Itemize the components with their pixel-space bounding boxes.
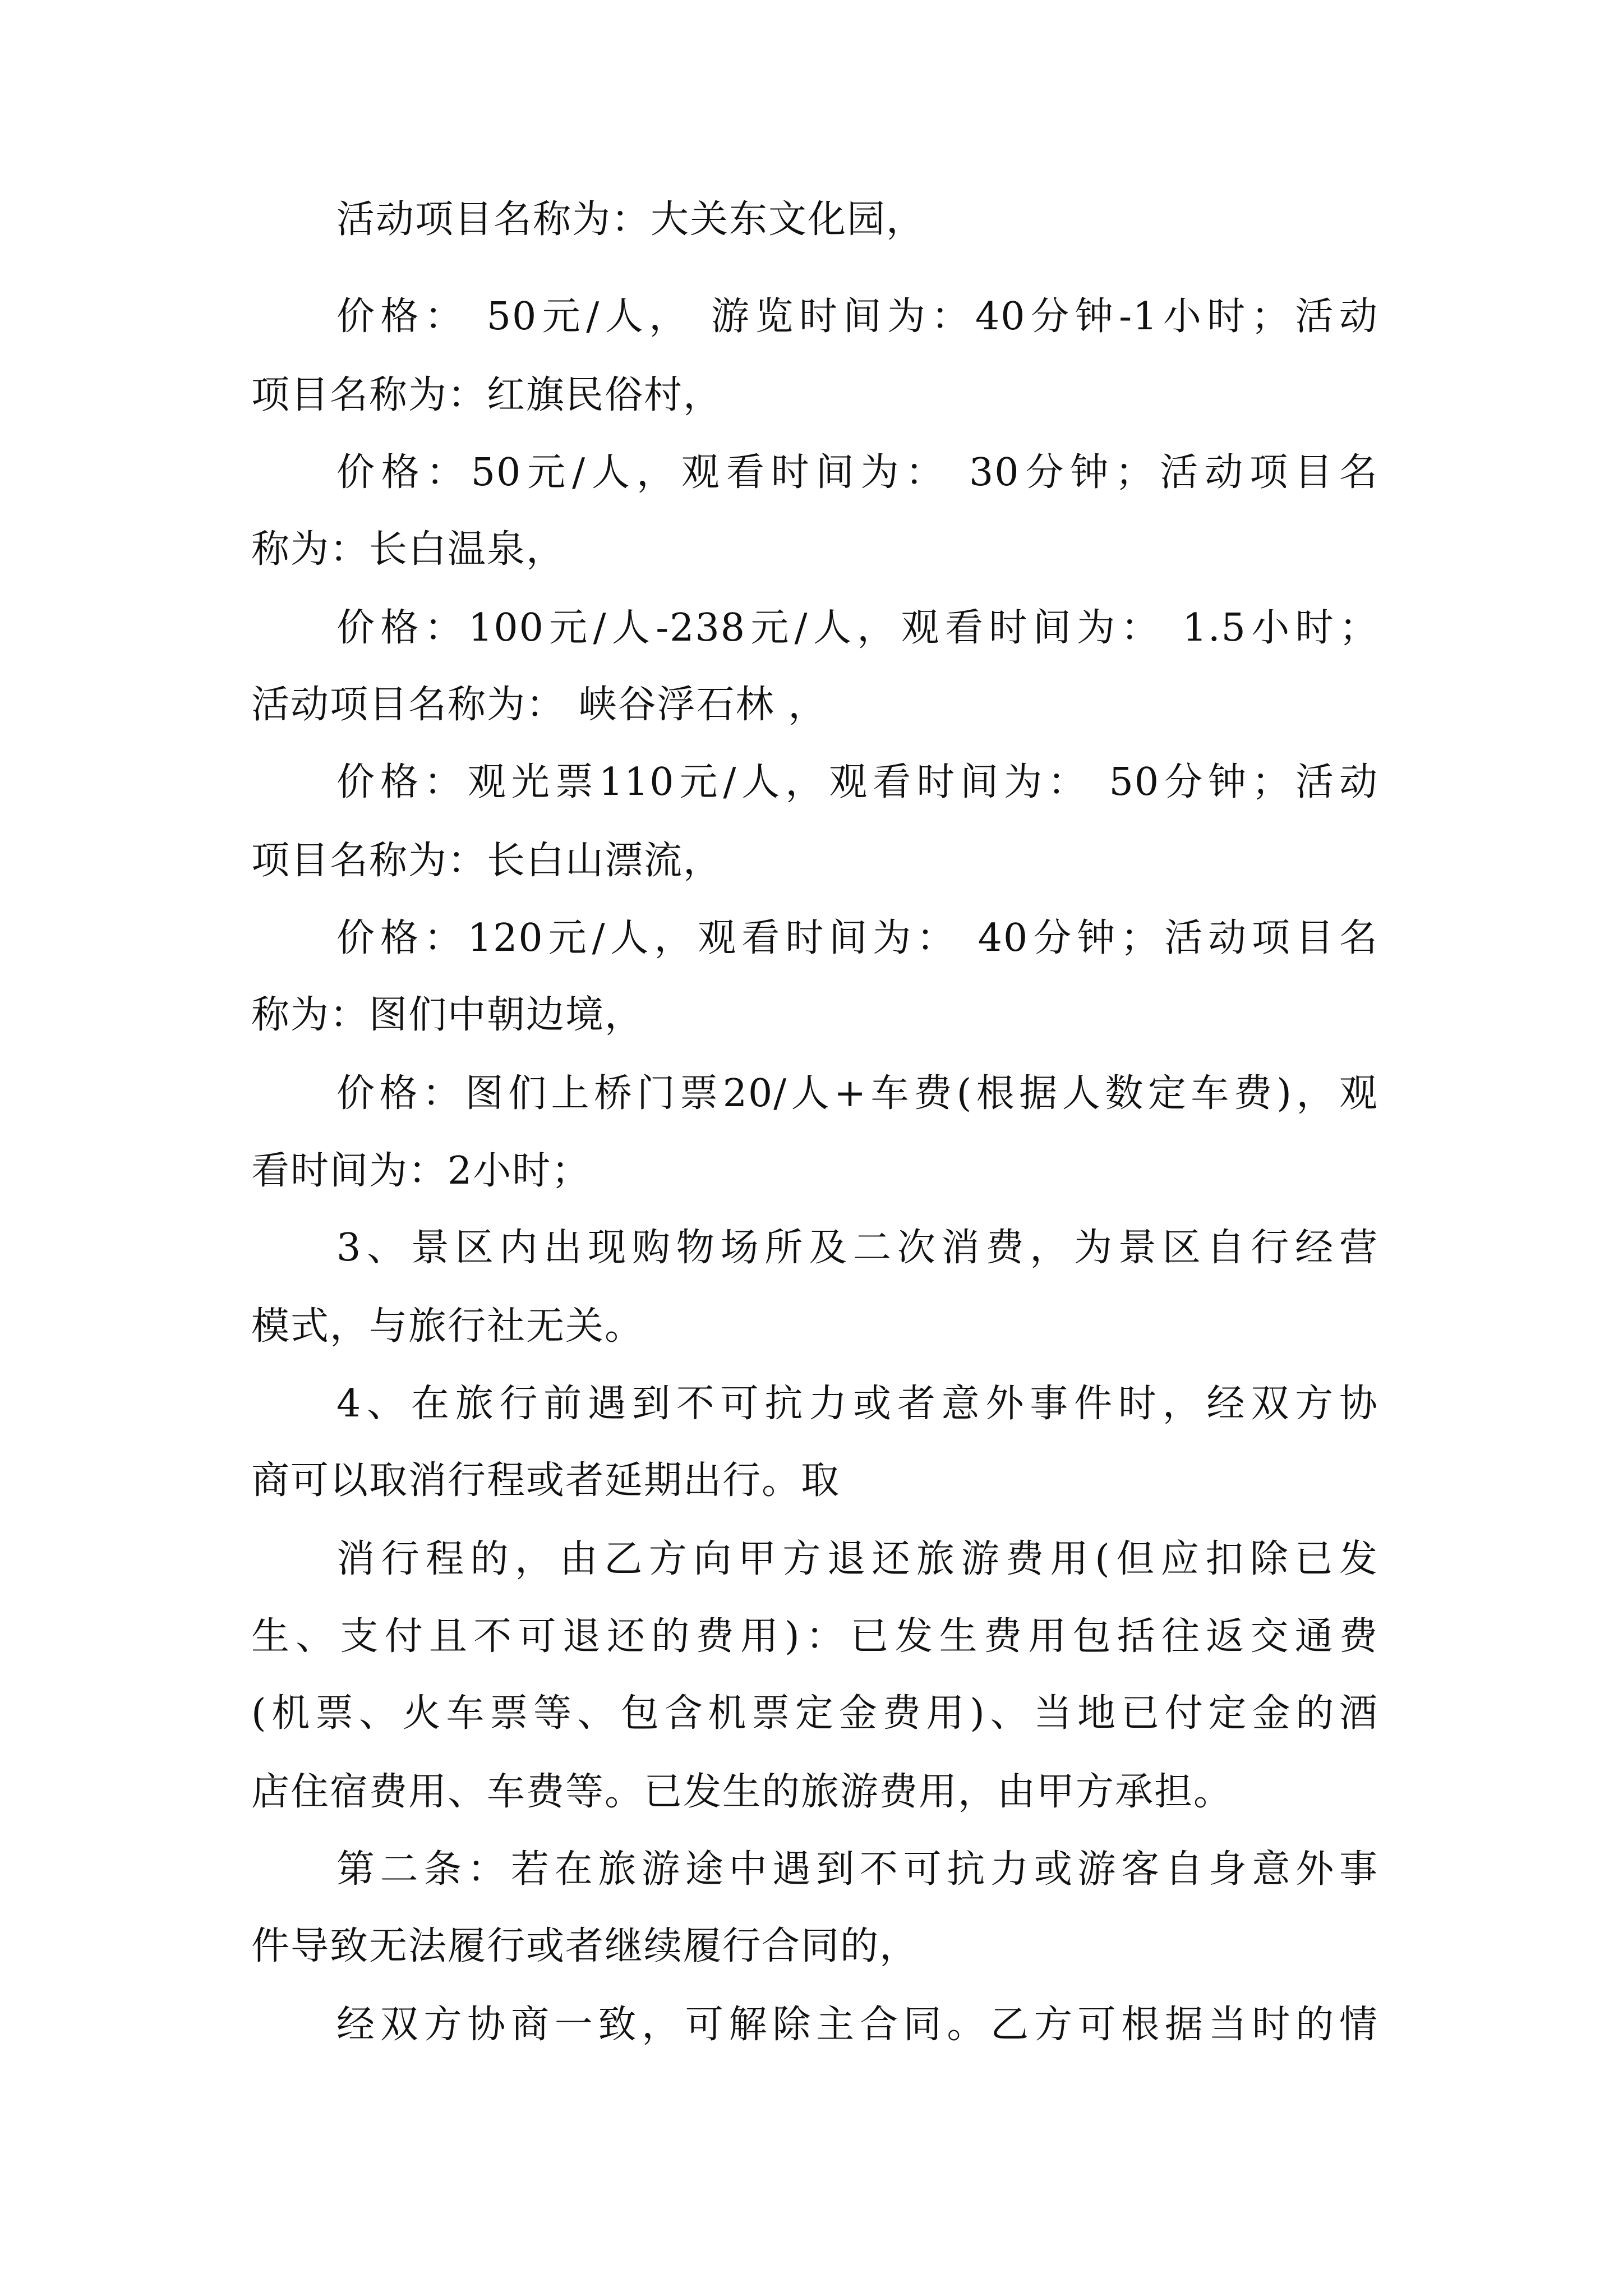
text-line: 件导致无法履行或者继续履行合同的， — [251, 1924, 919, 1968]
text-line: 称为：图们中朝边境， — [251, 993, 644, 1037]
text-line: 4、在旅行前遇到不可抗力或者意外事件时，经双方协 — [336, 1382, 1378, 1426]
text-line: 称为：长白温泉， — [251, 527, 566, 572]
text-line: 生、支付且不可退还的费用)：已发生费用包括往返交通费 — [251, 1614, 1378, 1659]
text-line: 商可以取消行程或者延期出行。取 — [251, 1458, 841, 1503]
text-line: (机票、火车票等、包含机票定金费用)、当地已付定金的酒 — [251, 1691, 1378, 1736]
text-line: 模式，与旅行社无关。 — [251, 1304, 644, 1349]
text-line: 活动项目名称为： 峡谷浮石林 ， — [251, 683, 828, 727]
text-line: 价格：100元/人-238元/人，观看时间为： 1.5小时； — [336, 606, 1378, 650]
text-line: 第二条：若在旅游途中遇到不可抗力或游客自身意外事 — [336, 1847, 1378, 1892]
text-line: 项目名称为：长白山漂流， — [251, 839, 723, 883]
text-line: 活动项目名称为：大关东文化园， — [336, 197, 926, 242]
text-line: 看时间为：2小时； — [251, 1149, 591, 1193]
text-line: 3、景区内出现购物场所及二次消费，为景区自行经营 — [336, 1226, 1378, 1270]
text-line: 价格：观光票110元/人，观看时间为： 50分钟；活动 — [336, 760, 1378, 804]
text-line: 消行程的，由乙方向甲方退还旅游费用(但应扣除已发 — [336, 1537, 1378, 1581]
text-line: 经双方协商一致，可解除主合同。乙方可根据当时的情 — [336, 2003, 1378, 2047]
text-line: 价格： 50元/人， 游览时间为：40分钟-1小时；活动 — [336, 295, 1378, 339]
text-line: 价格：图们上桥门票20/人+车费(根据人数定车费)，观 — [336, 1071, 1378, 1116]
text-line: 项目名称为：红旗民俗村， — [251, 373, 723, 417]
text-line: 价格：120元/人，观看时间为： 40分钟；活动项目名 — [336, 916, 1378, 960]
text-line: 价格：50元/人，观看时间为： 30分钟；活动项目名 — [336, 450, 1378, 495]
text-line: 店住宿费用、车费等。已发生的旅游费用，由甲方承担。 — [251, 1770, 1233, 1814]
